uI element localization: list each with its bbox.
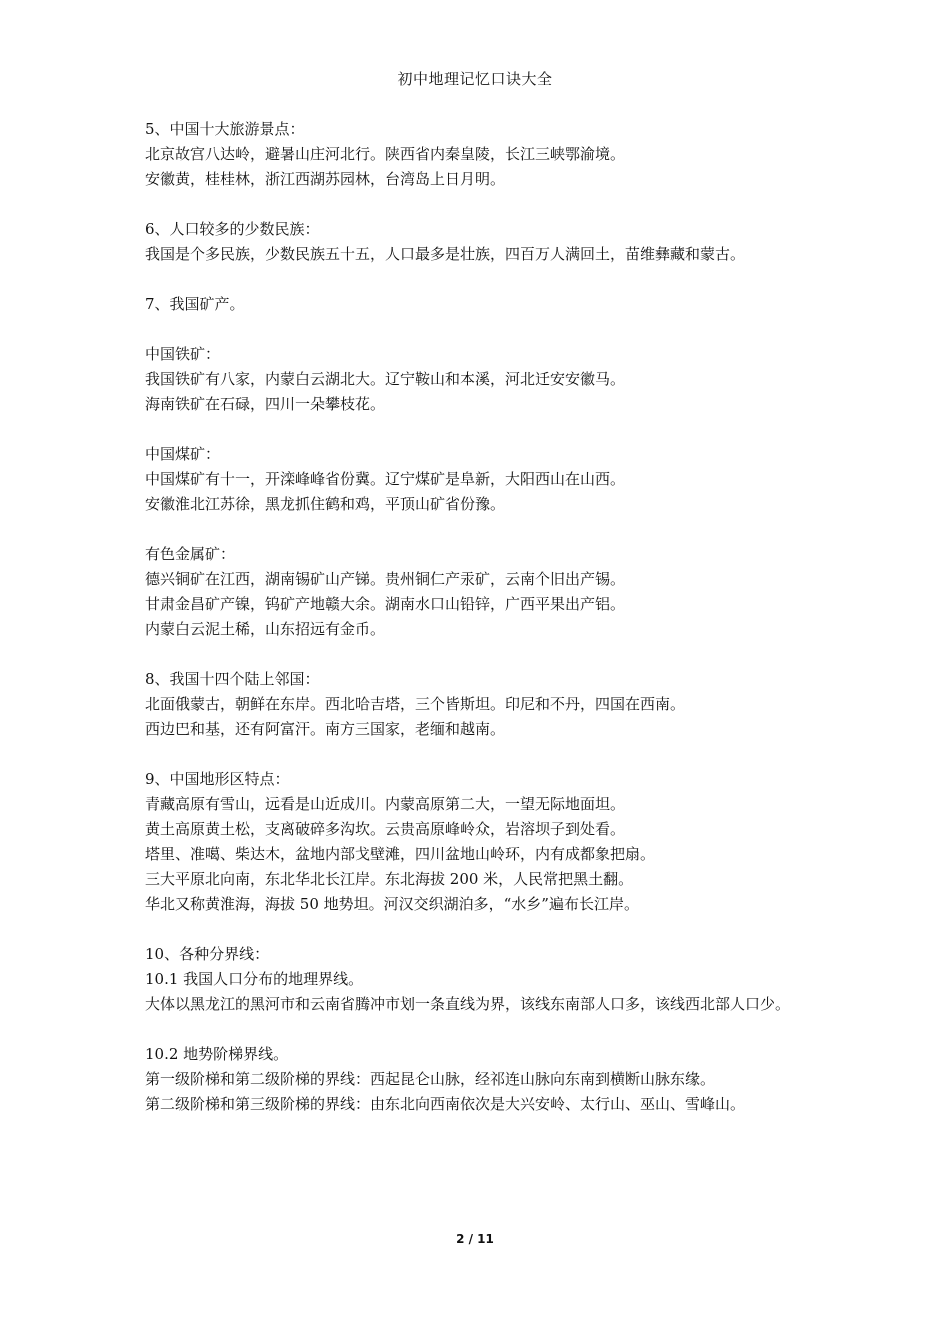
- section-5-line-2: 安徽黄，桂桂林，浙江西湖苏园林，台湾岛上日月明。: [145, 170, 506, 188]
- iron-line-1: 我国铁矿有八家，内蒙白云湖北大。辽宁鞍山和本溪，河北迁安安徽马。: [145, 370, 626, 388]
- spacer: [145, 317, 815, 342]
- section-10-2-line-2: 第二级阶梯和第三级阶梯的界线：由东北向西南依次是大兴安岭、太行山、巫山、雪峰山。: [145, 1095, 746, 1113]
- metal-line-3: 内蒙白云泥土稀，山东招远有金币。: [145, 620, 386, 638]
- section-5-heading: 5、中国十大旅游景点：: [145, 120, 305, 138]
- spacer: [145, 642, 815, 667]
- spacer: [145, 192, 815, 217]
- section-9-line-1: 青藏高原有雪山，远看是山近成川。内蒙高原第二大，一望无际地面坦。: [145, 795, 626, 813]
- metal-heading: 有色金属矿：: [145, 545, 236, 563]
- section-10-heading: 10、各种分界线：: [145, 945, 270, 963]
- section-9-line-4: 三大平原北向南，东北华北长江岸。东北海拔 200 米，人民常把黑土翻。: [145, 870, 634, 888]
- spacer: [145, 1017, 815, 1042]
- spacer: [145, 267, 815, 292]
- section-8-heading: 8、我国十四个陆上邻国：: [145, 670, 320, 688]
- section-7-heading: 7、我国矿产。: [145, 295, 245, 313]
- section-9-heading: 9、中国地形区特点：: [145, 770, 290, 788]
- section-10-1-heading: 10.1 我国人口分布的地理界线。: [145, 970, 364, 988]
- coal-heading: 中国煤矿：: [145, 445, 221, 463]
- document-body: [145, 117, 815, 1117]
- section-8-line-2: 西边巴和基，还有阿富汗。南方三国家，老缅和越南。: [145, 720, 506, 738]
- spacer: [145, 417, 815, 442]
- section-10-2-heading: 10.2 地势阶梯界线。: [145, 1045, 289, 1063]
- page-header-title: 初中地理记忆口诀大全: [397, 70, 553, 88]
- iron-heading: 中国铁矿：: [145, 345, 221, 363]
- section-6-line-1: 我国是个多民族，少数民族五十五，人口最多是壮族，四百万人满回土，苗维彝藏和蒙古。: [145, 245, 746, 263]
- section-6-heading: 6、人口较多的少数民族：: [145, 220, 320, 238]
- coal-line-2: 安徽淮北江苏徐，黑龙抓住鹤和鸡，平顶山矿省份豫。: [145, 495, 506, 513]
- spacer: [145, 742, 815, 767]
- spacer: [145, 917, 815, 942]
- section-5-line-1: 北京故宫八达岭，避暑山庄河北行。陕西省内秦皇陵，长江三峡鄂渝境。: [145, 145, 626, 163]
- page-number: 2 / 11: [456, 1232, 494, 1246]
- section-8-line-1: 北面俄蒙古，朝鲜在东岸。西北哈吉塔，三个皆斯坦。印尼和不丹，四国在西南。: [145, 695, 686, 713]
- iron-line-2: 海南铁矿在石碌，四川一朵攀枝花。: [145, 395, 386, 413]
- section-10-1-text: 大体以黑龙江的黑河市和云南省腾冲市划一条直线为界，该线东南部人口多，该线西北部人口少。: [145, 995, 791, 1013]
- spacer: [145, 517, 815, 542]
- section-9-line-5: 华北又称黄淮海，海拔 50 地势坦。河汉交织湖泊多，“水乡”遍布长江岸。: [145, 895, 639, 913]
- section-9-line-2: 黄土高原黄土松，支离破碎多沟坎。云贵高原峰岭众，岩溶坝子到处看。: [145, 820, 626, 838]
- metal-line-1: 德兴铜矿在江西，湖南锡矿山产锑。贵州铜仁产汞矿，云南个旧出产锡。: [145, 570, 626, 588]
- section-10-2-line-1: 第一级阶梯和第二级阶梯的界线：西起昆仑山脉，经祁连山脉向东南到横断山脉东缘。: [145, 1070, 716, 1088]
- metal-line-2: 甘肃金昌矿产镍，钨矿产地赣大余。湖南水口山铅锌，广西平果出产铝。: [145, 595, 626, 613]
- coal-line-1: 中国煤矿有十一，开滦峰峰省份冀。辽宁煤矿是阜新，大阳西山在山西。: [145, 470, 626, 488]
- section-9-line-3: 塔里、准噶、柴达木，盆地内部戈壁滩，四川盆地山岭环，内有成都象把扇。: [145, 845, 656, 863]
